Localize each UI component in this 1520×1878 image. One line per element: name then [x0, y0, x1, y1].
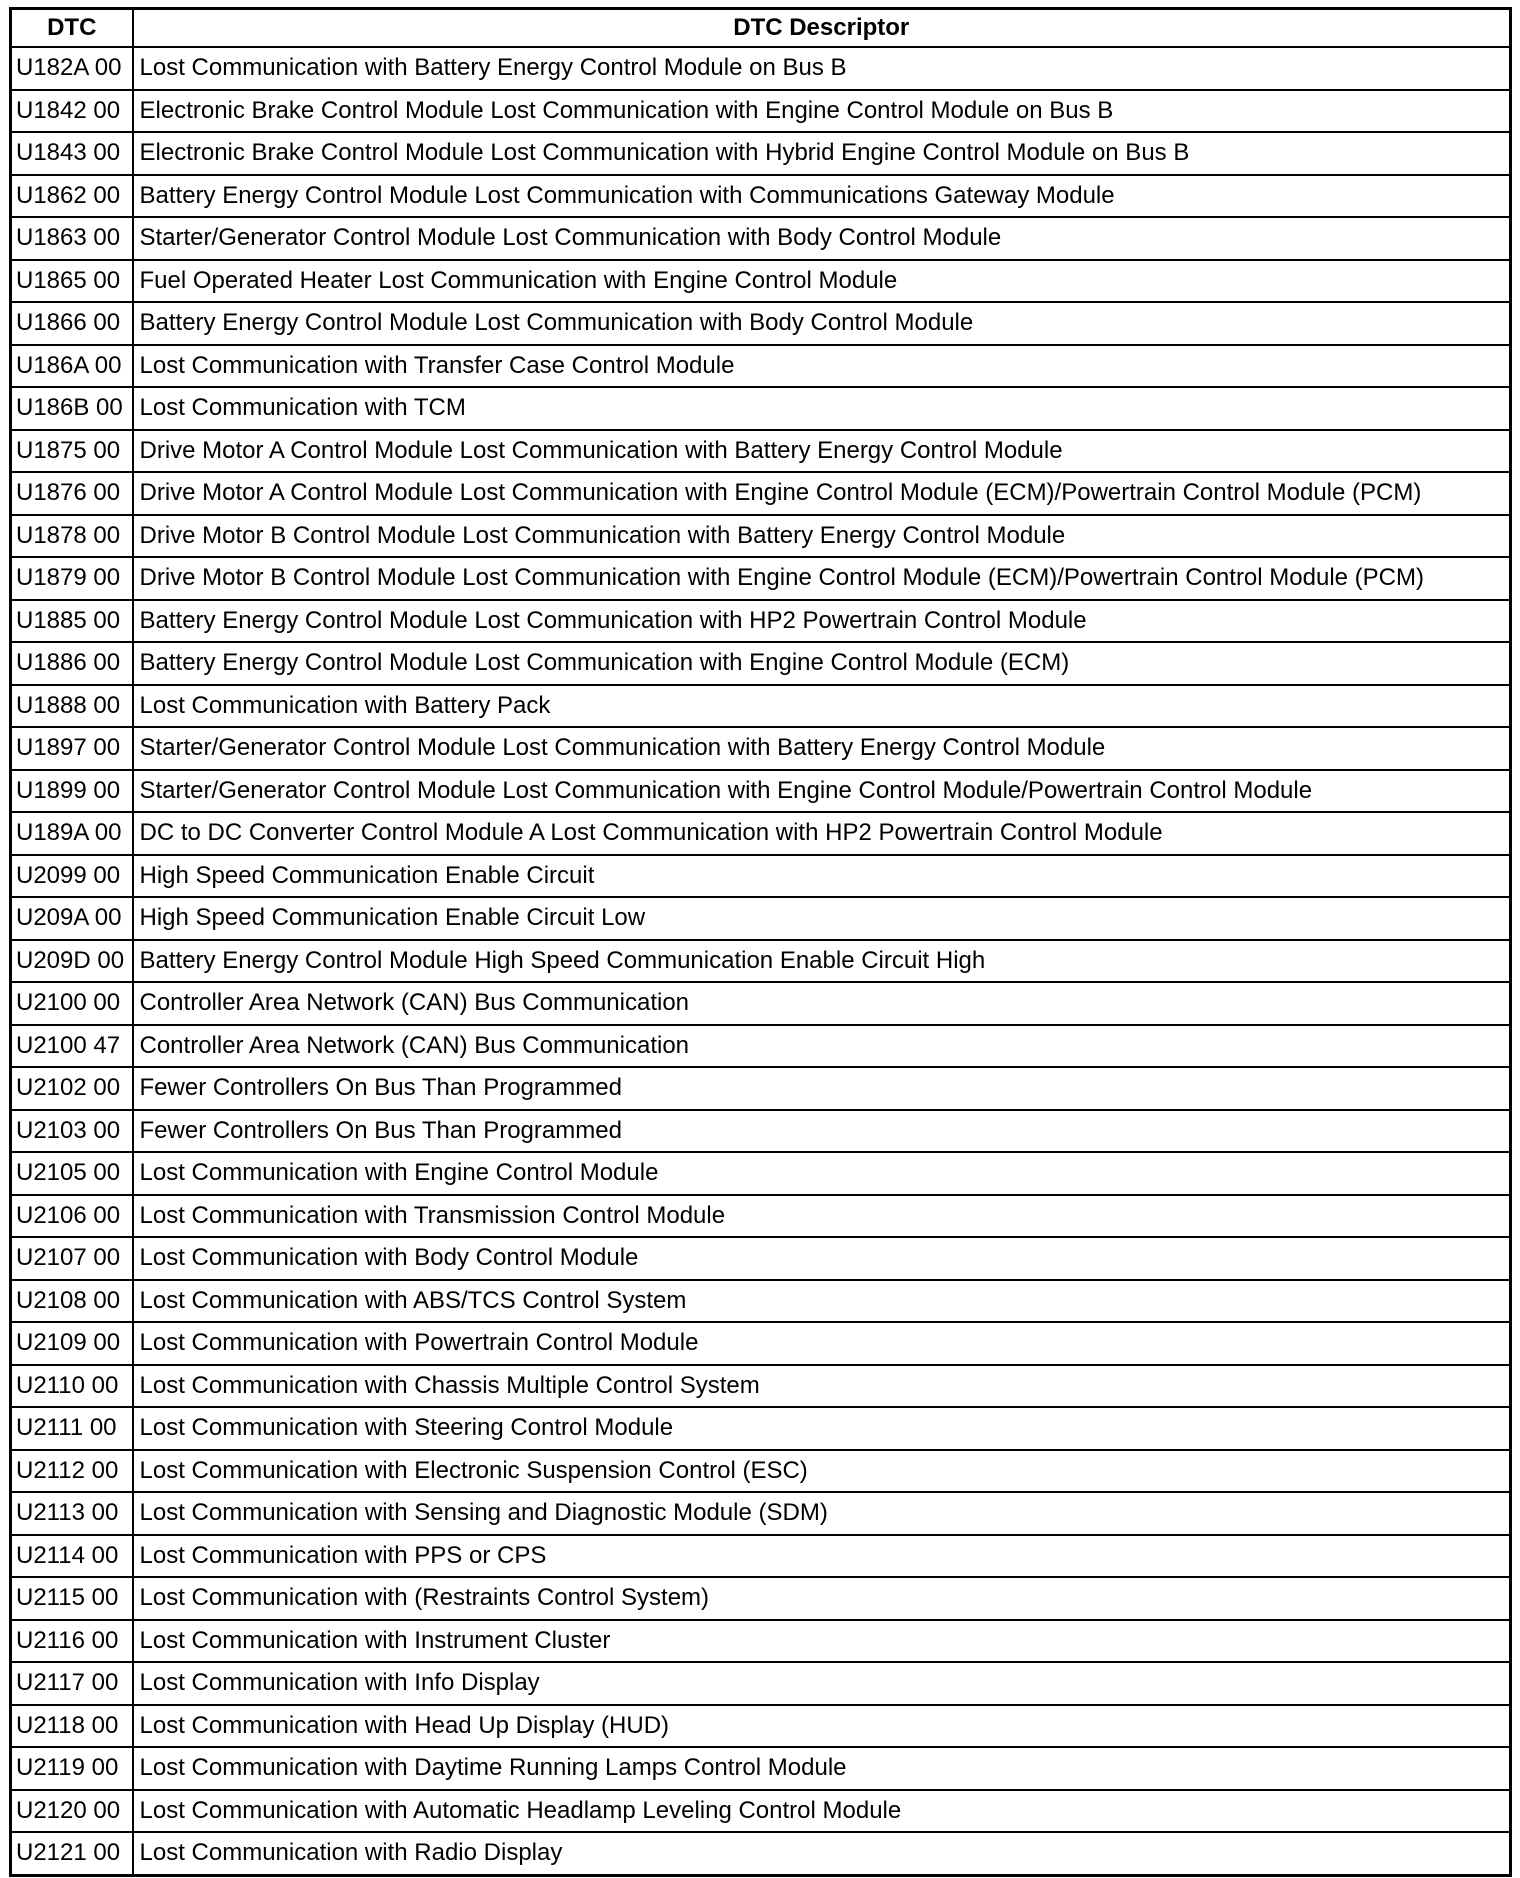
table-row — [11, 1067, 1511, 1110]
dtc-code-cell: U2105 00 — [11, 1152, 133, 1195]
dtc-code-cell: U1866 00 — [11, 302, 133, 345]
dtc-table-body — [11, 47, 1511, 1875]
table-row — [11, 897, 1511, 940]
dtc-descriptor-cell: Battery Energy Control Module Lost Communication with Communications Gateway Module — [133, 175, 1511, 218]
dtc-descriptor-cell: Lost Communication with Body Control Module — [133, 1237, 1511, 1280]
table-row — [11, 1832, 1511, 1875]
dtc-descriptor-cell: Fewer Controllers On Bus Than Programmed — [133, 1110, 1511, 1153]
table-row — [11, 940, 1511, 983]
dtc-descriptor-cell: Drive Motor B Control Module Lost Communication with Engine Control Module (ECM)/Powertrain Control Module (PCM) — [133, 557, 1511, 600]
table-row — [11, 1705, 1511, 1748]
dtc-descriptor-cell: DC to DC Converter Control Module A Lost Communication with HP2 Powertrain Control Module — [133, 812, 1511, 855]
dtc-descriptor-cell: Drive Motor A Control Module Lost Communication with Battery Energy Control Module — [133, 430, 1511, 473]
dtc-code-cell: U2113 00 — [11, 1492, 133, 1535]
dtc-descriptor-cell: Starter/Generator Control Module Lost Communication with Body Control Module — [133, 217, 1511, 260]
dtc-descriptor-cell: Lost Communication with Instrument Cluster — [133, 1620, 1511, 1663]
table-row — [11, 1535, 1511, 1578]
dtc-code-cell: U186B 00 — [11, 387, 133, 430]
dtc-code-cell: U209A 00 — [11, 897, 133, 940]
dtc-descriptor-cell: Lost Communication with Battery Energy Control Module on Bus B — [133, 47, 1511, 90]
dtc-descriptor-cell: Lost Communication with Chassis Multiple Control System — [133, 1365, 1511, 1408]
table-row — [11, 1747, 1511, 1790]
dtc-descriptor-cell: Lost Communication with PPS or CPS — [133, 1535, 1511, 1578]
dtc-code-cell: U1842 00 — [11, 90, 133, 133]
table-row — [11, 1322, 1511, 1365]
dtc-code-cell: U1899 00 — [11, 770, 133, 813]
column-header-descriptor: DTC Descriptor — [133, 9, 1511, 48]
dtc-code-cell: U189A 00 — [11, 812, 133, 855]
dtc-code-cell: U1865 00 — [11, 260, 133, 303]
dtc-code-cell: U2103 00 — [11, 1110, 133, 1153]
dtc-descriptor-cell: Drive Motor A Control Module Lost Communication with Engine Control Module (ECM)/Powertrain Control Module (PCM) — [133, 472, 1511, 515]
table-row — [11, 1577, 1511, 1620]
dtc-code-cell: U1878 00 — [11, 515, 133, 558]
dtc-code-cell: U2118 00 — [11, 1705, 133, 1748]
dtc-code-cell: U2119 00 — [11, 1747, 133, 1790]
dtc-descriptor-cell: Electronic Brake Control Module Lost Communication with Hybrid Engine Control Module on Bus B — [133, 132, 1511, 175]
table-row — [11, 1620, 1511, 1663]
table-row — [11, 47, 1511, 90]
table-row — [11, 1237, 1511, 1280]
dtc-table — [9, 7, 1512, 1877]
dtc-code-cell: U2102 00 — [11, 1067, 133, 1110]
table-row — [11, 600, 1511, 643]
dtc-descriptor-cell: Lost Communication with TCM — [133, 387, 1511, 430]
dtc-code-cell: U2107 00 — [11, 1237, 133, 1280]
table-row — [11, 175, 1511, 218]
dtc-code-cell: U2112 00 — [11, 1450, 133, 1493]
dtc-descriptor-cell: High Speed Communication Enable Circuit Low — [133, 897, 1511, 940]
dtc-descriptor-cell: Lost Communication with Sensing and Diagnostic Module (SDM) — [133, 1492, 1511, 1535]
table-row — [11, 1110, 1511, 1153]
dtc-code-cell: U1897 00 — [11, 727, 133, 770]
dtc-code-cell: U1886 00 — [11, 642, 133, 685]
dtc-code-cell: U2110 00 — [11, 1365, 133, 1408]
dtc-descriptor-cell: Controller Area Network (CAN) Bus Communication — [133, 982, 1511, 1025]
table-row — [11, 642, 1511, 685]
table-row — [11, 982, 1511, 1025]
table-row — [11, 345, 1511, 388]
dtc-descriptor-cell: Lost Communication with ABS/TCS Control System — [133, 1280, 1511, 1323]
table-row — [11, 1152, 1511, 1195]
dtc-descriptor-cell: Lost Communication with Automatic Headlamp Leveling Control Module — [133, 1790, 1511, 1833]
dtc-descriptor-cell: Lost Communication with Powertrain Control Module — [133, 1322, 1511, 1365]
dtc-descriptor-cell: Lost Communication with Transfer Case Control Module — [133, 345, 1511, 388]
column-header-dtc: DTC — [11, 9, 133, 48]
dtc-descriptor-cell: Battery Energy Control Module Lost Communication with HP2 Powertrain Control Module — [133, 600, 1511, 643]
dtc-descriptor-cell: Lost Communication with (Restraints Control System) — [133, 1577, 1511, 1620]
table-row — [11, 1492, 1511, 1535]
header-row — [11, 9, 1511, 48]
dtc-code-cell: U2117 00 — [11, 1662, 133, 1705]
dtc-code-cell: U1885 00 — [11, 600, 133, 643]
table-row — [11, 812, 1511, 855]
dtc-code-cell: U1862 00 — [11, 175, 133, 218]
dtc-code-cell: U1863 00 — [11, 217, 133, 260]
table-row — [11, 430, 1511, 473]
table-row — [11, 1365, 1511, 1408]
table-row — [11, 387, 1511, 430]
table-row — [11, 472, 1511, 515]
dtc-descriptor-cell: Fewer Controllers On Bus Than Programmed — [133, 1067, 1511, 1110]
dtc-code-cell: U2108 00 — [11, 1280, 133, 1323]
dtc-code-cell: U2111 00 — [11, 1407, 133, 1450]
dtc-code-cell: U2115 00 — [11, 1577, 133, 1620]
dtc-descriptor-cell: Starter/Generator Control Module Lost Communication with Battery Energy Control Module — [133, 727, 1511, 770]
dtc-code-cell: U182A 00 — [11, 47, 133, 90]
table-row — [11, 1662, 1511, 1705]
table-row — [11, 770, 1511, 813]
table-row — [11, 727, 1511, 770]
dtc-descriptor-cell: Lost Communication with Battery Pack — [133, 685, 1511, 728]
dtc-code-cell: U2116 00 — [11, 1620, 133, 1663]
dtc-descriptor-cell: Battery Energy Control Module Lost Communication with Engine Control Module (ECM) — [133, 642, 1511, 685]
dtc-code-cell: U2100 00 — [11, 982, 133, 1025]
dtc-code-cell: U1888 00 — [11, 685, 133, 728]
dtc-descriptor-cell: Lost Communication with Steering Control Module — [133, 1407, 1511, 1450]
dtc-code-cell: U2120 00 — [11, 1790, 133, 1833]
dtc-code-cell: U2121 00 — [11, 1832, 133, 1875]
dtc-table-container — [9, 7, 1509, 1877]
table-row — [11, 1450, 1511, 1493]
dtc-descriptor-cell: Fuel Operated Heater Lost Communication with Engine Control Module — [133, 260, 1511, 303]
table-row — [11, 132, 1511, 175]
dtc-descriptor-cell: Lost Communication with Info Display — [133, 1662, 1511, 1705]
dtc-descriptor-cell: Starter/Generator Control Module Lost Communication with Engine Control Module/Powertrain Control Module — [133, 770, 1511, 813]
dtc-code-cell: U2114 00 — [11, 1535, 133, 1578]
table-row — [11, 90, 1511, 133]
dtc-code-cell: U2109 00 — [11, 1322, 133, 1365]
dtc-descriptor-cell: Battery Energy Control Module Lost Communication with Body Control Module — [133, 302, 1511, 345]
dtc-descriptor-cell: High Speed Communication Enable Circuit — [133, 855, 1511, 898]
dtc-code-cell: U209D 00 — [11, 940, 133, 983]
dtc-code-cell: U1843 00 — [11, 132, 133, 175]
dtc-descriptor-cell: Lost Communication with Radio Display — [133, 1832, 1511, 1875]
dtc-descriptor-cell: Controller Area Network (CAN) Bus Communication — [133, 1025, 1511, 1068]
table-row — [11, 302, 1511, 345]
table-row — [11, 685, 1511, 728]
table-row — [11, 1790, 1511, 1833]
table-row — [11, 260, 1511, 303]
dtc-descriptor-cell: Battery Energy Control Module High Speed Communication Enable Circuit High — [133, 940, 1511, 983]
dtc-descriptor-cell: Lost Communication with Transmission Control Module — [133, 1195, 1511, 1238]
dtc-descriptor-cell: Drive Motor B Control Module Lost Communication with Battery Energy Control Module — [133, 515, 1511, 558]
table-row — [11, 515, 1511, 558]
table-row — [11, 855, 1511, 898]
table-row — [11, 1025, 1511, 1068]
dtc-code-cell: U2100 47 — [11, 1025, 133, 1068]
dtc-code-cell: U1876 00 — [11, 472, 133, 515]
dtc-descriptor-cell: Lost Communication with Head Up Display (HUD) — [133, 1705, 1511, 1748]
table-row — [11, 1280, 1511, 1323]
dtc-code-cell: U186A 00 — [11, 345, 133, 388]
dtc-code-cell: U1879 00 — [11, 557, 133, 600]
dtc-descriptor-cell: Lost Communication with Engine Control Module — [133, 1152, 1511, 1195]
table-row — [11, 1407, 1511, 1450]
dtc-descriptor-cell: Electronic Brake Control Module Lost Communication with Engine Control Module on Bus B — [133, 90, 1511, 133]
dtc-descriptor-cell: Lost Communication with Daytime Running Lamps Control Module — [133, 1747, 1511, 1790]
dtc-code-cell: U2106 00 — [11, 1195, 133, 1238]
dtc-code-cell: U2099 00 — [11, 855, 133, 898]
table-row — [11, 217, 1511, 260]
table-row — [11, 1195, 1511, 1238]
dtc-code-cell: U1875 00 — [11, 430, 133, 473]
table-row — [11, 557, 1511, 600]
dtc-descriptor-cell: Lost Communication with Electronic Suspension Control (ESC) — [133, 1450, 1511, 1493]
